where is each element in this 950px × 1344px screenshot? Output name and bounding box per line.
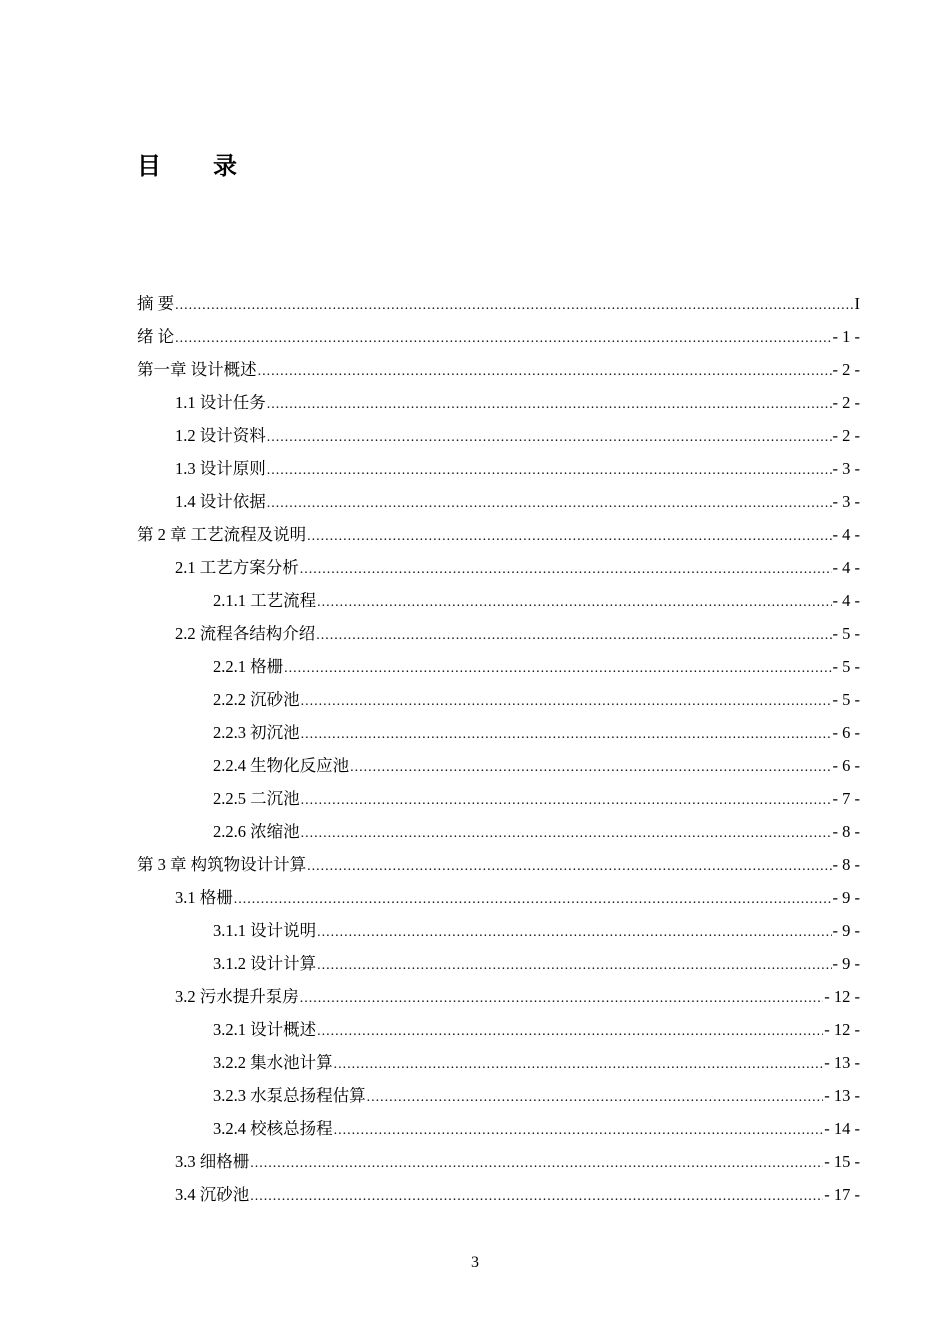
toc-entry-label: 第一章 设计概述 — [137, 360, 257, 379]
toc-entry-label: 第 3 章 构筑物设计计算 — [137, 855, 307, 874]
toc-entry-label: 第 2 章 工艺流程及说明 — [137, 525, 307, 544]
dot-leader — [317, 949, 831, 982]
dot-leader — [301, 817, 832, 850]
dot-leader — [367, 1081, 824, 1114]
dot-leader — [284, 652, 831, 685]
toc-entry-label: 1.1 设计任务 — [175, 393, 266, 412]
toc-entry[interactable] — [137, 1112, 860, 1145]
toc-entry-label: 2.2.3 初沉池 — [213, 723, 300, 742]
toc-entry-page: - 8 - — [832, 855, 860, 874]
dot-leader — [300, 982, 824, 1015]
toc-entry-label: 2.2.1 格栅 — [213, 657, 284, 676]
toc-entry-label: 3.2.2 集水池计算 — [213, 1053, 333, 1072]
toc-entry[interactable] — [137, 848, 860, 881]
toc-entry[interactable] — [137, 716, 860, 749]
toc-entry-page: - 14 - — [824, 1119, 860, 1138]
toc-entry-page: - 9 - — [832, 921, 860, 940]
toc-entry-label: 3.2.4 校核总扬程 — [213, 1119, 333, 1138]
toc-entry[interactable] — [137, 1145, 860, 1178]
toc-entry-page: - 3 - — [832, 492, 860, 511]
toc-entry[interactable] — [137, 650, 860, 683]
toc-entry-label: 3.1.2 设计计算 — [213, 954, 317, 973]
dot-leader — [258, 355, 832, 388]
dot-leader — [307, 520, 831, 553]
title-char-1: 目 — [137, 152, 161, 180]
dot-leader — [317, 1015, 823, 1048]
toc-entry[interactable] — [137, 980, 860, 1013]
toc-entry-label: 摘 要 — [137, 294, 175, 313]
toc-entry[interactable] — [137, 452, 860, 485]
toc-entry-label: 3.2.3 水泵总扬程估算 — [213, 1086, 366, 1105]
toc-entry[interactable] — [137, 617, 860, 650]
dot-leader — [267, 421, 832, 454]
dot-leader — [267, 454, 832, 487]
toc-entry[interactable] — [137, 419, 860, 452]
toc-entry-label: 3.1 格栅 — [175, 888, 233, 907]
toc-entry-page: - 6 - — [832, 756, 860, 775]
toc-entry-label: 3.2.1 设计概述 — [213, 1020, 317, 1039]
toc-entry-label: 2.2.2 沉砂池 — [213, 690, 300, 709]
toc-entry[interactable] — [137, 815, 860, 848]
toc-entry[interactable] — [137, 584, 860, 617]
toc-entry-page: - 17 - — [824, 1185, 860, 1204]
dot-leader — [317, 586, 831, 619]
toc-entry[interactable] — [137, 947, 860, 980]
toc-entry-label: 1.2 设计资料 — [175, 426, 266, 445]
toc-entry-label: 3.2 污水提升泵房 — [175, 987, 299, 1006]
toc-entry-page: - 4 - — [832, 591, 860, 610]
toc-entry-label: 2.2.6 浓缩池 — [213, 822, 300, 841]
toc-entry-page: - 6 - — [832, 723, 860, 742]
page-title — [137, 146, 237, 181]
toc-entry-page: - 8 - — [832, 822, 860, 841]
toc-entry[interactable] — [137, 320, 860, 353]
toc-entry-page: I — [854, 294, 860, 313]
toc-entry-page: - 2 - — [832, 360, 860, 379]
dot-leader — [334, 1048, 824, 1081]
dot-leader — [267, 487, 832, 520]
toc-entry-page: - 5 - — [832, 690, 860, 709]
toc-entry-page: - 3 - — [832, 459, 860, 478]
toc-entry[interactable] — [137, 386, 860, 419]
dot-leader — [250, 1147, 823, 1180]
dot-leader — [234, 883, 832, 916]
toc-entry-page: - 2 - — [832, 393, 860, 412]
dot-leader — [301, 718, 832, 751]
toc-entry-label: 绪 论 — [137, 327, 175, 346]
toc-entry-page: - 15 - — [824, 1152, 860, 1171]
dot-leader — [301, 784, 832, 817]
toc-entry[interactable] — [137, 1079, 860, 1112]
toc-entry[interactable] — [137, 287, 860, 320]
dot-leader — [250, 1180, 823, 1213]
toc-entry-label: 1.3 设计原则 — [175, 459, 266, 478]
toc-entry-label: 2.1.1 工艺流程 — [213, 591, 317, 610]
dot-leader — [317, 916, 831, 949]
dot-leader — [307, 850, 831, 883]
toc-entry-page: - 13 - — [824, 1053, 860, 1072]
toc-entry-label: 2.2.4 生物化反应池 — [213, 756, 350, 775]
dot-leader — [267, 388, 832, 421]
toc-entry-label: 2.2 流程各结构介绍 — [175, 624, 316, 643]
toc-entry-label: 2.1 工艺方案分析 — [175, 558, 299, 577]
dot-leader — [334, 1114, 824, 1147]
toc-entry-page: - 9 - — [832, 888, 860, 907]
toc-entry-page: - 12 - — [824, 1020, 860, 1039]
toc-entry-page: - 4 - — [832, 558, 860, 577]
toc-entry-page: - 5 - — [832, 657, 860, 676]
toc-entry[interactable] — [137, 782, 860, 815]
dot-leader — [350, 751, 831, 784]
toc-entry-page: - 7 - — [832, 789, 860, 808]
page-number: 3 — [471, 1254, 479, 1271]
toc-entry-label: 3.1.1 设计说明 — [213, 921, 317, 940]
toc-entry[interactable] — [137, 1046, 860, 1079]
toc-entry-page: - 9 - — [832, 954, 860, 973]
toc-entry-label: 3.4 沉砂池 — [175, 1185, 250, 1204]
toc-entry[interactable] — [137, 1178, 860, 1211]
dot-leader — [175, 289, 853, 322]
dot-leader — [301, 685, 832, 718]
toc-entry-label: 1.4 设计依据 — [175, 492, 266, 511]
toc-entry-page: - 5 - — [832, 624, 860, 643]
toc-entry-page: - 1 - — [832, 327, 860, 346]
toc-entry[interactable] — [137, 914, 860, 947]
title-char-2: 录 — [213, 152, 237, 180]
toc-entry[interactable] — [137, 485, 860, 518]
toc-entry-label: 3.3 细格栅 — [175, 1152, 250, 1171]
toc-entry[interactable] — [137, 353, 860, 386]
toc-entry-page: - 12 - — [824, 987, 860, 1006]
toc-entry[interactable] — [137, 881, 860, 914]
toc-entry-page: - 2 - — [832, 426, 860, 445]
toc-entry[interactable] — [137, 683, 860, 716]
toc-entry[interactable] — [137, 749, 860, 782]
dot-leader — [175, 322, 831, 355]
dot-leader — [300, 553, 832, 586]
table-of-contents — [137, 287, 860, 1211]
toc-entry-label: 2.2.5 二沉池 — [213, 789, 300, 808]
toc-entry[interactable] — [137, 518, 860, 551]
dot-leader — [316, 619, 831, 652]
toc-entry-page: - 4 - — [832, 525, 860, 544]
toc-entry-page: - 13 - — [824, 1086, 860, 1105]
toc-entry[interactable] — [137, 1013, 860, 1046]
toc-entry[interactable] — [137, 551, 860, 584]
